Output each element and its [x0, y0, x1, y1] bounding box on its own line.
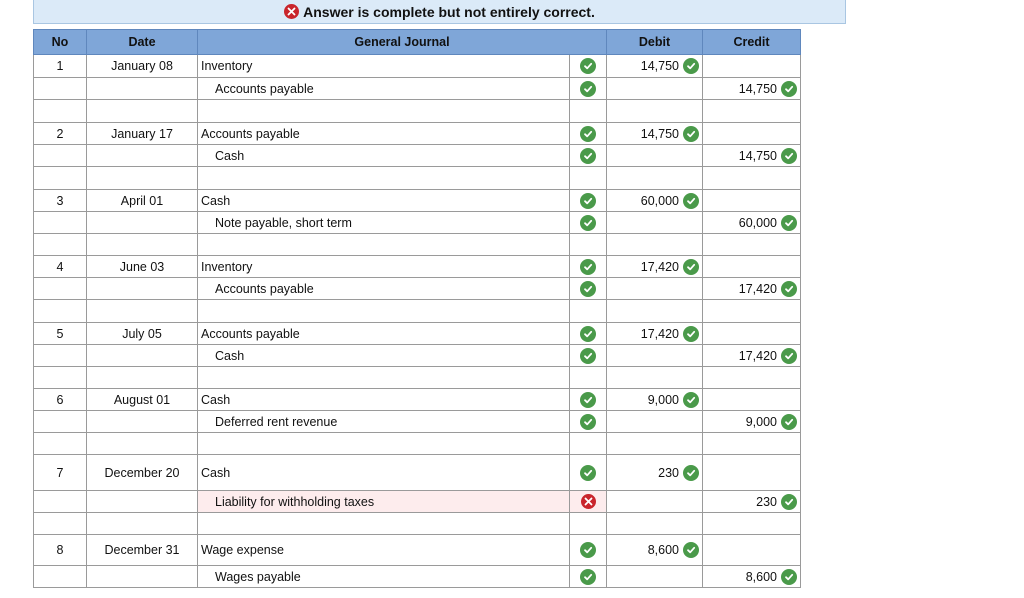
- check-icon: [781, 81, 797, 97]
- check-icon: [683, 126, 699, 142]
- check-icon: [580, 542, 596, 558]
- check-icon: [781, 215, 797, 231]
- account-name[interactable]: Cash: [198, 345, 570, 367]
- entry-date[interactable]: [87, 145, 198, 167]
- empty-cell: [570, 300, 607, 323]
- empty-cell: [34, 367, 87, 389]
- empty-cell: [198, 367, 570, 389]
- entry-date[interactable]: [87, 212, 198, 234]
- debit-cell[interactable]: [607, 78, 703, 100]
- empty-cell: [607, 433, 703, 455]
- credit-cell[interactable]: [703, 345, 801, 367]
- debit-cell-value: 14,750: [640, 126, 679, 141]
- spacer-row: [34, 234, 801, 256]
- entry-date[interactable]: June 03: [87, 256, 198, 278]
- account-name[interactable]: Note payable, short term: [198, 212, 570, 234]
- check-icon: [683, 326, 699, 342]
- status-cell: [570, 323, 607, 345]
- credit-cell[interactable]: [703, 455, 801, 491]
- account-name[interactable]: Cash: [198, 145, 570, 167]
- entry-number: [34, 345, 87, 367]
- status-cell: [570, 535, 607, 566]
- empty-cell: [607, 167, 703, 190]
- x-icon: [284, 4, 299, 19]
- empty-cell: [703, 513, 801, 535]
- entry-number: 7: [34, 455, 87, 491]
- check-icon: [580, 148, 596, 164]
- account-name[interactable]: Cash: [198, 455, 570, 491]
- empty-cell: [87, 300, 198, 323]
- journal-row: [34, 212, 801, 234]
- check-icon: [580, 326, 596, 342]
- journal-row: [34, 123, 801, 145]
- account-name[interactable]: Liability for withholding taxes: [198, 491, 570, 513]
- journal-row: [34, 535, 801, 566]
- header-debit: Debit: [607, 30, 703, 55]
- empty-cell: [703, 167, 801, 190]
- journal-row: [34, 278, 801, 300]
- journal-row: [34, 491, 801, 513]
- entry-number: [34, 491, 87, 513]
- empty-cell: [34, 300, 87, 323]
- check-icon: [580, 348, 596, 364]
- x-icon: [581, 494, 596, 509]
- status-cell: [570, 256, 607, 278]
- debit-cell[interactable]: [607, 278, 703, 300]
- empty-cell: [198, 167, 570, 190]
- status-cell: [570, 278, 607, 300]
- check-icon: [580, 392, 596, 408]
- debit-cell[interactable]: [607, 566, 703, 588]
- empty-cell: [570, 367, 607, 389]
- credit-cell-value: 17,420: [738, 348, 777, 363]
- credit-cell-value: 9,000: [745, 414, 777, 429]
- status-cell: [570, 345, 607, 367]
- journal-row: [34, 566, 801, 588]
- header-date: Date: [87, 30, 198, 55]
- empty-cell: [87, 167, 198, 190]
- credit-cell[interactable]: [703, 323, 801, 345]
- entry-number: [34, 566, 87, 588]
- check-icon: [781, 494, 797, 510]
- status-cell: [570, 78, 607, 100]
- journal-row: [34, 256, 801, 278]
- journal-row: [34, 345, 801, 367]
- feedback-message: Answer is complete but not entirely correct.: [303, 3, 595, 20]
- credit-cell[interactable]: [703, 78, 801, 100]
- check-icon: [781, 414, 797, 430]
- spacer-row: [34, 433, 801, 455]
- entry-number: 3: [34, 190, 87, 212]
- journal-row: [34, 78, 801, 100]
- empty-cell: [703, 234, 801, 256]
- empty-cell: [87, 433, 198, 455]
- debit-cell[interactable]: [607, 491, 703, 513]
- check-icon: [580, 414, 596, 430]
- entry-date[interactable]: August 01: [87, 389, 198, 411]
- journal-body: [34, 55, 801, 588]
- check-icon: [580, 58, 596, 74]
- empty-cell: [198, 100, 570, 123]
- debit-cell[interactable]: [607, 190, 703, 212]
- account-name[interactable]: Inventory: [198, 256, 570, 278]
- empty-cell: [703, 100, 801, 123]
- status-cell: [570, 411, 607, 433]
- account-name[interactable]: Accounts payable: [198, 78, 570, 100]
- empty-cell: [198, 300, 570, 323]
- credit-cell[interactable]: [703, 123, 801, 145]
- empty-cell: [570, 433, 607, 455]
- entry-number: [34, 145, 87, 167]
- credit-cell[interactable]: [703, 212, 801, 234]
- header-general-journal: General Journal: [198, 30, 607, 55]
- empty-cell: [87, 100, 198, 123]
- debit-cell[interactable]: [607, 323, 703, 345]
- entry-date[interactable]: [87, 491, 198, 513]
- debit-cell[interactable]: [607, 535, 703, 566]
- check-icon: [781, 348, 797, 364]
- account-name[interactable]: Cash: [198, 389, 570, 411]
- account-name[interactable]: Inventory: [198, 55, 570, 78]
- debit-cell[interactable]: [607, 256, 703, 278]
- entry-date[interactable]: April 01: [87, 190, 198, 212]
- empty-cell: [198, 513, 570, 535]
- status-cell: [570, 55, 607, 78]
- status-cell: [570, 389, 607, 411]
- empty-cell: [570, 234, 607, 256]
- debit-cell[interactable]: [607, 455, 703, 491]
- account-name[interactable]: Wage expense: [198, 535, 570, 566]
- check-icon: [580, 281, 596, 297]
- journal-row: [34, 323, 801, 345]
- credit-cell[interactable]: [703, 491, 801, 513]
- empty-cell: [607, 300, 703, 323]
- debit-cell-value: 9,000: [647, 392, 679, 407]
- empty-cell: [34, 433, 87, 455]
- account-name[interactable]: Accounts payable: [198, 323, 570, 345]
- empty-cell: [607, 367, 703, 389]
- table-header-row: [34, 30, 801, 55]
- check-icon: [683, 58, 699, 74]
- entry-number: [34, 78, 87, 100]
- credit-cell[interactable]: [703, 535, 801, 566]
- account-name[interactable]: Cash: [198, 190, 570, 212]
- empty-cell: [198, 433, 570, 455]
- check-icon: [683, 193, 699, 209]
- empty-cell: [570, 167, 607, 190]
- debit-cell-value: 8,600: [647, 543, 679, 557]
- credit-cell[interactable]: [703, 389, 801, 411]
- journal-row: [34, 455, 801, 491]
- journal-row: [34, 190, 801, 212]
- debit-cell-value: 14,750: [640, 59, 679, 73]
- check-icon: [580, 81, 596, 97]
- spacer-row: [34, 367, 801, 389]
- check-icon: [683, 465, 699, 481]
- credit-cell[interactable]: [703, 256, 801, 278]
- debit-cell[interactable]: [607, 145, 703, 167]
- entry-number: [34, 278, 87, 300]
- credit-cell[interactable]: [703, 145, 801, 167]
- entry-date[interactable]: December 20: [87, 455, 198, 491]
- entry-date[interactable]: [87, 345, 198, 367]
- entry-date[interactable]: December 31: [87, 535, 198, 566]
- empty-cell: [607, 100, 703, 123]
- empty-cell: [34, 513, 87, 535]
- credit-cell-value: 14,750: [738, 81, 777, 96]
- spacer-row: [34, 167, 801, 190]
- account-name[interactable]: Accounts payable: [198, 123, 570, 145]
- header-no: No: [34, 30, 87, 55]
- credit-cell-value: 60,000: [738, 215, 777, 230]
- status-cell: [570, 190, 607, 212]
- status-cell: [570, 123, 607, 145]
- debit-cell-value: 230: [658, 465, 679, 480]
- debit-cell[interactable]: [607, 411, 703, 433]
- debit-cell-value: 60,000: [640, 193, 679, 208]
- entry-date[interactable]: [87, 411, 198, 433]
- empty-cell: [87, 513, 198, 535]
- check-icon: [580, 215, 596, 231]
- check-icon: [781, 569, 797, 585]
- empty-cell: [570, 100, 607, 123]
- credit-cell-value: 8,600: [745, 569, 777, 584]
- status-cell: [570, 491, 607, 513]
- header-credit: Credit: [703, 30, 801, 55]
- empty-cell: [703, 300, 801, 323]
- journal-row: [34, 389, 801, 411]
- debit-cell[interactable]: [607, 55, 703, 78]
- empty-cell: [607, 234, 703, 256]
- credit-cell-value: 14,750: [738, 148, 777, 163]
- debit-cell[interactable]: [607, 212, 703, 234]
- entry-date[interactable]: [87, 78, 198, 100]
- empty-cell: [703, 433, 801, 455]
- empty-cell: [703, 367, 801, 389]
- empty-cell: [87, 234, 198, 256]
- check-icon: [580, 465, 596, 481]
- debit-cell[interactable]: [607, 345, 703, 367]
- entry-number: 6: [34, 389, 87, 411]
- check-icon: [580, 193, 596, 209]
- journal-row: [34, 145, 801, 167]
- credit-cell[interactable]: [703, 55, 801, 78]
- check-icon: [781, 281, 797, 297]
- entry-date[interactable]: January 08: [87, 55, 198, 78]
- entry-number: 5: [34, 323, 87, 345]
- empty-cell: [87, 367, 198, 389]
- credit-cell-value: 17,420: [738, 281, 777, 296]
- entry-number: 8: [34, 535, 87, 566]
- empty-cell: [34, 100, 87, 123]
- general-journal-table: [33, 29, 801, 588]
- spacer-row: [34, 300, 801, 323]
- check-icon: [580, 259, 596, 275]
- status-cell: [570, 145, 607, 167]
- check-icon: [683, 542, 699, 558]
- check-icon: [683, 392, 699, 408]
- status-cell: [570, 212, 607, 234]
- debit-cell[interactable]: [607, 123, 703, 145]
- entry-date[interactable]: [87, 566, 198, 588]
- entry-number: 2: [34, 123, 87, 145]
- credit-cell[interactable]: [703, 278, 801, 300]
- entry-date[interactable]: [87, 278, 198, 300]
- credit-cell[interactable]: [703, 190, 801, 212]
- entry-number: 4: [34, 256, 87, 278]
- debit-cell[interactable]: [607, 389, 703, 411]
- check-icon: [580, 126, 596, 142]
- empty-cell: [34, 234, 87, 256]
- empty-cell: [34, 167, 87, 190]
- check-icon: [580, 569, 596, 585]
- status-cell: [570, 455, 607, 491]
- credit-cell[interactable]: [703, 566, 801, 588]
- entry-number: 1: [34, 55, 87, 78]
- journal-row: [34, 411, 801, 433]
- empty-cell: [607, 513, 703, 535]
- debit-cell-value: 17,420: [640, 326, 679, 341]
- check-icon: [683, 259, 699, 275]
- entry-number: [34, 411, 87, 433]
- check-icon: [781, 148, 797, 164]
- account-name[interactable]: Wages payable: [198, 566, 570, 588]
- empty-cell: [198, 234, 570, 256]
- account-name[interactable]: Deferred rent revenue: [198, 411, 570, 433]
- feedback-banner: [33, 0, 846, 24]
- empty-cell: [570, 513, 607, 535]
- debit-cell-value: 17,420: [640, 259, 679, 274]
- journal-row: [34, 55, 801, 78]
- credit-cell[interactable]: [703, 411, 801, 433]
- entry-date[interactable]: January 17: [87, 123, 198, 145]
- spacer-row: [34, 513, 801, 535]
- spacer-row: [34, 100, 801, 123]
- credit-cell-value: 230: [756, 494, 777, 509]
- entry-date[interactable]: July 05: [87, 323, 198, 345]
- status-cell: [570, 566, 607, 588]
- account-name[interactable]: Accounts payable: [198, 278, 570, 300]
- entry-number: [34, 212, 87, 234]
